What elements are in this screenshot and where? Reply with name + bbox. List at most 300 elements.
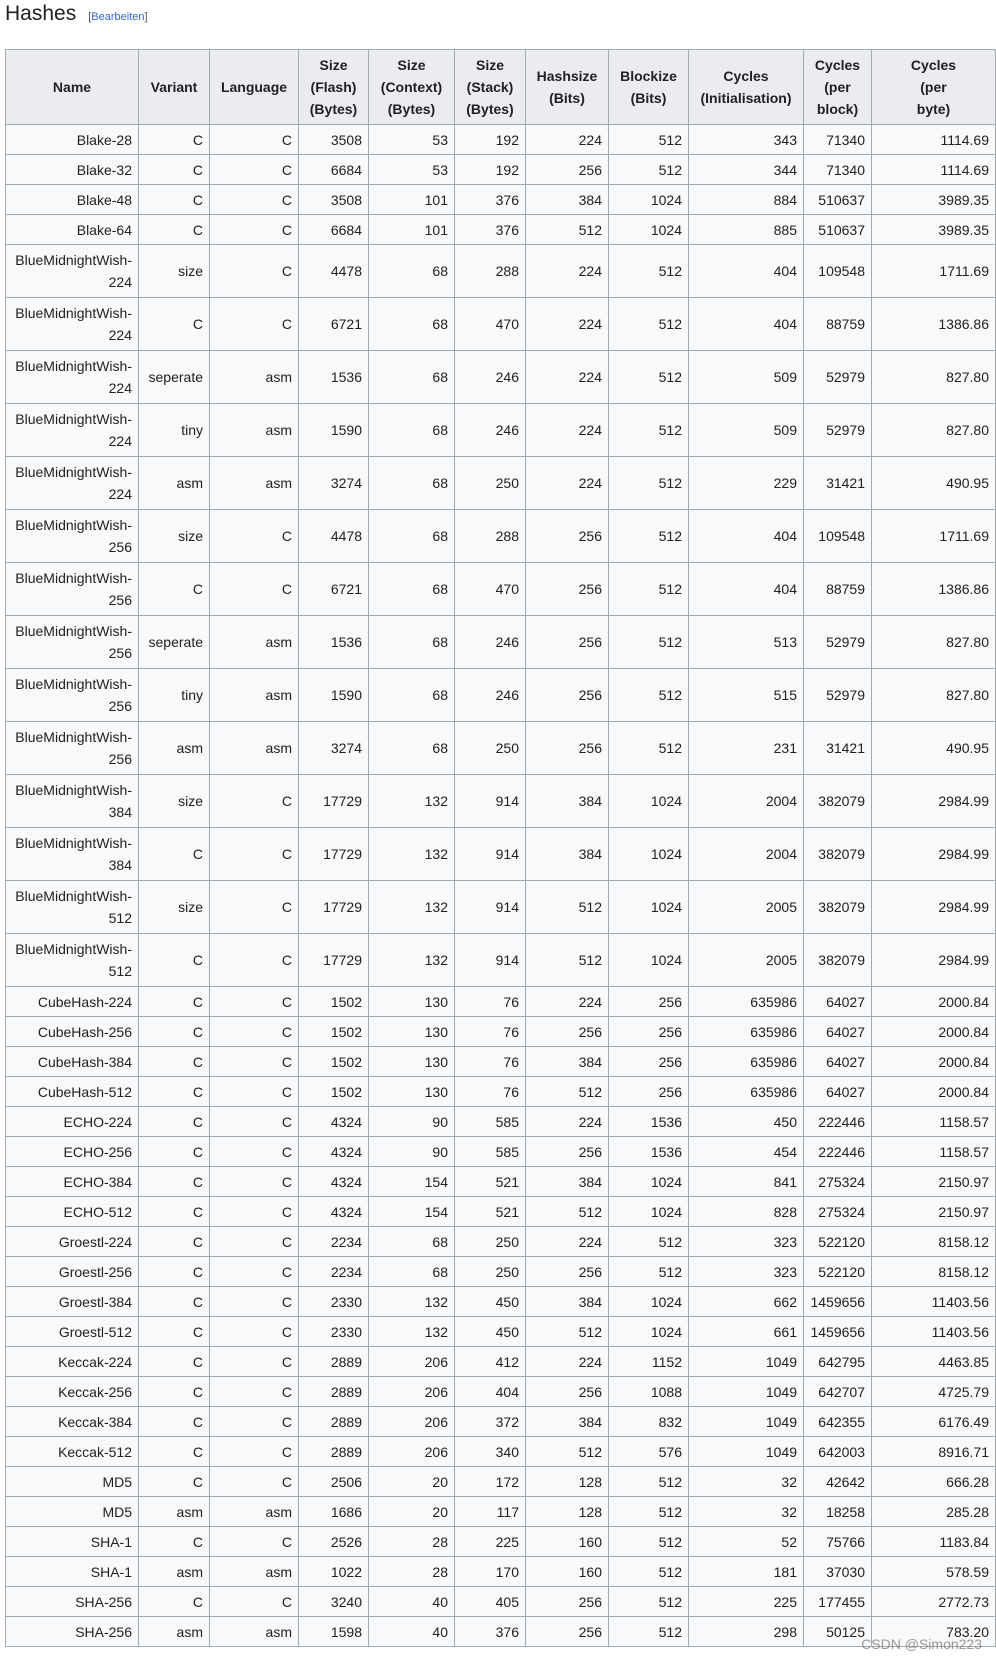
table-cell: BlueMidnightWish-512 [6,934,139,987]
table-cell: 229 [689,457,804,510]
table-cell: 512 [609,563,689,616]
table-cell: 256 [526,1617,609,1647]
table-cell: 68 [369,616,455,669]
table-cell: 90 [369,1137,455,1167]
table-cell: C [139,1377,210,1407]
table-cell: 512 [526,934,609,987]
table-cell: 2984.99 [872,828,996,881]
table-cell: asm [139,457,210,510]
table-cell: 2330 [299,1287,369,1317]
table-cell: 76 [455,1047,526,1077]
table-cell: ECHO-512 [6,1197,139,1227]
table-cell: 3989.35 [872,185,996,215]
table-cell: C [210,185,299,215]
column-header-text: Blockize [620,68,677,84]
table-cell: 1386.86 [872,563,996,616]
table-cell: 224 [526,404,609,457]
table-cell: 68 [369,510,455,563]
table-cell: C [139,1197,210,1227]
column-header [804,50,872,125]
table-cell: 64027 [804,987,872,1017]
table-cell: 1049 [689,1407,804,1437]
table-cell: ECHO-224 [6,1107,139,1137]
table-cell: 132 [369,881,455,934]
table-cell: asm [210,404,299,457]
table-cell: BlueMidnightWish-256 [6,510,139,563]
table-cell: 914 [455,828,526,881]
column-header [369,50,455,125]
table-cell: 827.80 [872,351,996,404]
table-cell: C [210,1377,299,1407]
table-cell: 1502 [299,1047,369,1077]
table-row [6,1167,996,1197]
table-cell: 1152 [609,1347,689,1377]
table-cell: Groestl-224 [6,1227,139,1257]
table-cell: C [139,125,210,155]
table-cell: 130 [369,1047,455,1077]
table-cell: 1459656 [804,1317,872,1347]
table-cell: 1024 [609,1287,689,1317]
table-row [6,563,996,616]
table-cell: 512 [609,722,689,775]
table-cell: C [139,934,210,987]
table-cell: 404 [689,298,804,351]
table-cell: asm [139,1497,210,1527]
table-cell: 2000.84 [872,987,996,1017]
column-header-text: Variant [150,79,198,95]
table-cell: BlueMidnightWish-224 [6,245,139,298]
table-cell: 6721 [299,298,369,351]
table-cell: 88759 [804,563,872,616]
table-cell: 1024 [609,1167,689,1197]
table-cell: 288 [455,245,526,298]
table-cell: 512 [526,1437,609,1467]
table-cell: 68 [369,1257,455,1287]
table-cell: 275324 [804,1197,872,1227]
table-cell: 170 [455,1557,526,1587]
table-cell: 642795 [804,1347,872,1377]
table-cell: 1088 [609,1377,689,1407]
table-cell: 20 [369,1497,455,1527]
table-cell: 1049 [689,1377,804,1407]
table-cell: 2234 [299,1227,369,1257]
table-cell: 101 [369,215,455,245]
edit-section [88,11,147,23]
column-header-text: (Flash) [310,79,357,95]
table-cell: 256 [526,1587,609,1617]
table-cell: C [210,1407,299,1437]
table-cell: 256 [609,1047,689,1077]
table-row [6,1587,996,1617]
table-cell: 154 [369,1167,455,1197]
table-cell: 2005 [689,881,804,934]
table-cell: 512 [609,1587,689,1617]
table-cell: 256 [609,987,689,1017]
edit-link[interactable]: Bearbeiten [91,11,145,23]
table-cell: 2506 [299,1467,369,1497]
table-cell: C [210,1317,299,1347]
table-cell: 53 [369,125,455,155]
table-cell: C [139,1137,210,1167]
table-cell: asm [210,1617,299,1647]
table-cell: 206 [369,1377,455,1407]
table-cell: 512 [526,215,609,245]
table-cell: C [139,1017,210,1047]
column-header-text: Language [220,79,288,95]
table-cell: 225 [455,1527,526,1557]
table-cell: 68 [369,245,455,298]
table-cell: 1536 [609,1137,689,1167]
table-cell: BlueMidnightWish-224 [6,351,139,404]
edit-bracket-close: ] [144,11,148,23]
table-cell: 40 [369,1587,455,1617]
table-cell: Keccak-256 [6,1377,139,1407]
column-header [872,50,996,125]
table-cell: 521 [455,1197,526,1227]
table-cell: 490.95 [872,457,996,510]
table-cell: 382079 [804,828,872,881]
table-cell: C [139,1467,210,1497]
table-cell: CubeHash-512 [6,1077,139,1107]
table-cell: 101 [369,185,455,215]
table-cell: C [139,1257,210,1287]
table-cell: C [139,1167,210,1197]
table-cell: 246 [455,404,526,457]
table-cell: 68 [369,1227,455,1257]
table-row [6,1257,996,1287]
table-cell: C [210,1137,299,1167]
table-cell: 404 [689,563,804,616]
table-cell: 513 [689,616,804,669]
table-cell: 17729 [299,828,369,881]
table-cell: C [210,510,299,563]
table-cell: 6684 [299,215,369,245]
table-cell: asm [139,1617,210,1647]
table-cell: 384 [526,1407,609,1437]
table-cell: 1459656 [804,1287,872,1317]
table-cell: 384 [526,775,609,828]
table-cell: 160 [526,1527,609,1557]
column-header-text: (Initialisation) [700,90,792,106]
table-cell: BlueMidnightWish-384 [6,775,139,828]
column-header-text: (Stack) [466,79,514,95]
table-cell: 509 [689,351,804,404]
table-cell: 512 [609,1527,689,1557]
table-cell: 512 [526,1077,609,1107]
table-cell: 2889 [299,1377,369,1407]
table-cell: 509 [689,404,804,457]
table-cell: 323 [689,1227,804,1257]
column-header [210,50,299,125]
table-cell: 68 [369,669,455,722]
table-row [6,1407,996,1437]
table-cell: 224 [526,457,609,510]
table-cell: 4324 [299,1107,369,1137]
table-cell: 1024 [609,881,689,934]
table-cell: C [210,934,299,987]
table-cell: 225 [689,1587,804,1617]
table-cell: size [139,881,210,934]
table-cell: 512 [609,404,689,457]
table-cell: 172 [455,1467,526,1497]
table-cell: 68 [369,404,455,457]
table-cell: size [139,245,210,298]
table-cell: 1024 [609,934,689,987]
table-cell: 132 [369,1317,455,1347]
table-cell: 6176.49 [872,1407,996,1437]
table-cell: 160 [526,1557,609,1587]
table-cell: BlueMidnightWish-256 [6,722,139,775]
table-row [6,298,996,351]
table-row [6,1527,996,1557]
table-cell: 512 [609,351,689,404]
table-cell: 90 [369,1107,455,1137]
table-cell: C [210,1257,299,1287]
table-row [6,1317,996,1347]
hashes-table [5,49,996,1647]
table-cell: 1114.69 [872,125,996,155]
table-cell: C [210,245,299,298]
table-row [6,616,996,669]
table-cell: 222446 [804,1137,872,1167]
table-cell: 28 [369,1527,455,1557]
watermark: CSDN @Simon223 [861,1636,982,1652]
column-header-text: (per [824,79,851,95]
table-cell: C [210,1017,299,1047]
table-cell: CubeHash-224 [6,987,139,1017]
column-header-text: (Bytes) [309,101,358,117]
table-cell: tiny [139,669,210,722]
table-cell: C [139,987,210,1017]
table-cell: 4725.79 [872,1377,996,1407]
table-cell: C [210,1077,299,1107]
table-cell: 28 [369,1557,455,1587]
table-cell: 246 [455,351,526,404]
table-cell: C [139,563,210,616]
table-cell: BlueMidnightWish-256 [6,616,139,669]
table-cell: 1114.69 [872,155,996,185]
table-cell: 1024 [609,185,689,215]
table-cell: 42642 [804,1467,872,1497]
table-cell: 2330 [299,1317,369,1347]
table-cell: 512 [609,616,689,669]
table-cell: 256 [526,510,609,563]
table-cell: 53 [369,155,455,185]
table-row [6,1077,996,1107]
table-cell: 512 [609,1557,689,1587]
table-cell: 4324 [299,1167,369,1197]
table-cell: C [139,1107,210,1137]
column-header [526,50,609,125]
table-cell: 128 [526,1497,609,1527]
table-row [6,1137,996,1167]
table-cell: 192 [455,125,526,155]
table-row [6,1497,996,1527]
table-cell: 31421 [804,722,872,775]
column-header-text: Cycles [723,68,769,84]
table-cell: 512 [526,881,609,934]
table-cell: asm [210,669,299,722]
table-cell: 206 [369,1437,455,1467]
table-cell: CubeHash-256 [6,1017,139,1047]
table-row [6,404,996,457]
table-cell: 32 [689,1467,804,1497]
table-cell: 76 [455,1077,526,1107]
table-cell: 512 [609,1497,689,1527]
table-cell: 154 [369,1197,455,1227]
table-cell: 635986 [689,1047,804,1077]
table-cell: Groestl-512 [6,1317,139,1347]
table-cell: 521 [455,1167,526,1197]
table-cell: C [139,155,210,185]
table-cell: 128 [526,1467,609,1497]
table-cell: C [210,1467,299,1497]
table-cell: 512 [609,1617,689,1647]
table-cell: 884 [689,185,804,215]
table-cell: 662 [689,1287,804,1317]
column-header-text: Hashsize [536,68,598,84]
table-cell: 3508 [299,185,369,215]
table-cell: 512 [609,298,689,351]
table-row [6,125,996,155]
table-cell: BlueMidnightWish-512 [6,881,139,934]
table-row [6,1047,996,1077]
table-cell: 512 [609,510,689,563]
column-header-text: (Context) [380,79,443,95]
table-cell: 2889 [299,1347,369,1377]
table-cell: 224 [526,245,609,298]
column-header-text: byte) [916,101,951,117]
table-cell: 40 [369,1617,455,1647]
table-cell: 250 [455,1257,526,1287]
column-header-text: (Bytes) [466,101,514,117]
table-cell: C [210,1107,299,1137]
table-cell: 666.28 [872,1467,996,1497]
table-cell: 2234 [299,1257,369,1287]
table-cell: C [210,775,299,828]
table-cell: C [139,1227,210,1257]
table-cell: Blake-28 [6,125,139,155]
table-cell: 914 [455,775,526,828]
table-cell: 17729 [299,775,369,828]
table-cell: 1049 [689,1347,804,1377]
table-cell: 4324 [299,1197,369,1227]
table-cell: C [139,1077,210,1107]
table-cell: 68 [369,457,455,510]
table-cell: C [139,1587,210,1617]
table-cell: 376 [455,1617,526,1647]
table-body [6,125,996,1647]
table-cell: 132 [369,934,455,987]
table-cell: 256 [526,1257,609,1287]
table-cell: C [210,1167,299,1197]
table-cell: 510637 [804,215,872,245]
column-header-text: (Bits) [549,90,585,106]
table-row [6,722,996,775]
table-cell: asm [210,1557,299,1587]
column-header [455,50,526,125]
table-cell: 11403.56 [872,1287,996,1317]
table-cell: 130 [369,1077,455,1107]
table-cell: 1024 [609,1317,689,1347]
table-cell: 181 [689,1557,804,1587]
column-header [609,50,689,125]
table-cell: seperate [139,351,210,404]
table-cell: 522120 [804,1227,872,1257]
table-cell: 343 [689,125,804,155]
table-cell: C [139,1047,210,1077]
table-cell: 512 [526,1197,609,1227]
table-cell: C [210,881,299,934]
table-cell: 454 [689,1137,804,1167]
header-row [6,50,996,125]
column-header-text: Cycles [814,57,861,73]
table-cell: BlueMidnightWish-224 [6,457,139,510]
table-cell: Blake-64 [6,215,139,245]
table-cell: 1536 [299,616,369,669]
table-cell: 515 [689,669,804,722]
table-row [6,510,996,563]
column-header-text: (per [920,79,947,95]
table-cell: C [210,298,299,351]
table-cell: Groestl-256 [6,1257,139,1287]
table-cell: 246 [455,669,526,722]
table-cell: SHA-1 [6,1557,139,1587]
table-row [6,215,996,245]
table-cell: 512 [609,669,689,722]
table-cell: 635986 [689,987,804,1017]
table-cell: 192 [455,155,526,185]
table-cell: 32 [689,1497,804,1527]
table-cell: 130 [369,987,455,1017]
table-cell: BlueMidnightWish-384 [6,828,139,881]
table-cell: 783.20 [872,1617,996,1647]
column-header [139,50,210,125]
table-cell: 76 [455,987,526,1017]
table-cell: 382079 [804,881,872,934]
table-cell: C [210,1587,299,1617]
table-cell: 384 [526,1167,609,1197]
table-cell: 384 [526,185,609,215]
table-cell: 522120 [804,1257,872,1287]
table-cell: 384 [526,1047,609,1077]
table-cell: 450 [455,1317,526,1347]
table-cell: BlueMidnightWish-256 [6,669,139,722]
table-cell: 512 [609,155,689,185]
table-cell: 130 [369,1017,455,1047]
table-cell: C [210,1227,299,1257]
table-cell: 2526 [299,1527,369,1557]
table-cell: Keccak-512 [6,1437,139,1467]
table-cell: 412 [455,1347,526,1377]
table-cell: 3989.35 [872,215,996,245]
table-cell: 827.80 [872,404,996,457]
table-cell: 2004 [689,828,804,881]
table-cell: Blake-32 [6,155,139,185]
table-cell: C [139,1527,210,1557]
table-cell: 68 [369,722,455,775]
table-cell: 1590 [299,669,369,722]
table-cell: 8158.12 [872,1227,996,1257]
table-cell: SHA-256 [6,1587,139,1617]
table-cell: 2889 [299,1407,369,1437]
table-cell: 52 [689,1527,804,1557]
table-cell: 117 [455,1497,526,1527]
table-cell: asm [139,722,210,775]
table-row [6,669,996,722]
table-cell: asm [210,351,299,404]
table-cell: 585 [455,1107,526,1137]
